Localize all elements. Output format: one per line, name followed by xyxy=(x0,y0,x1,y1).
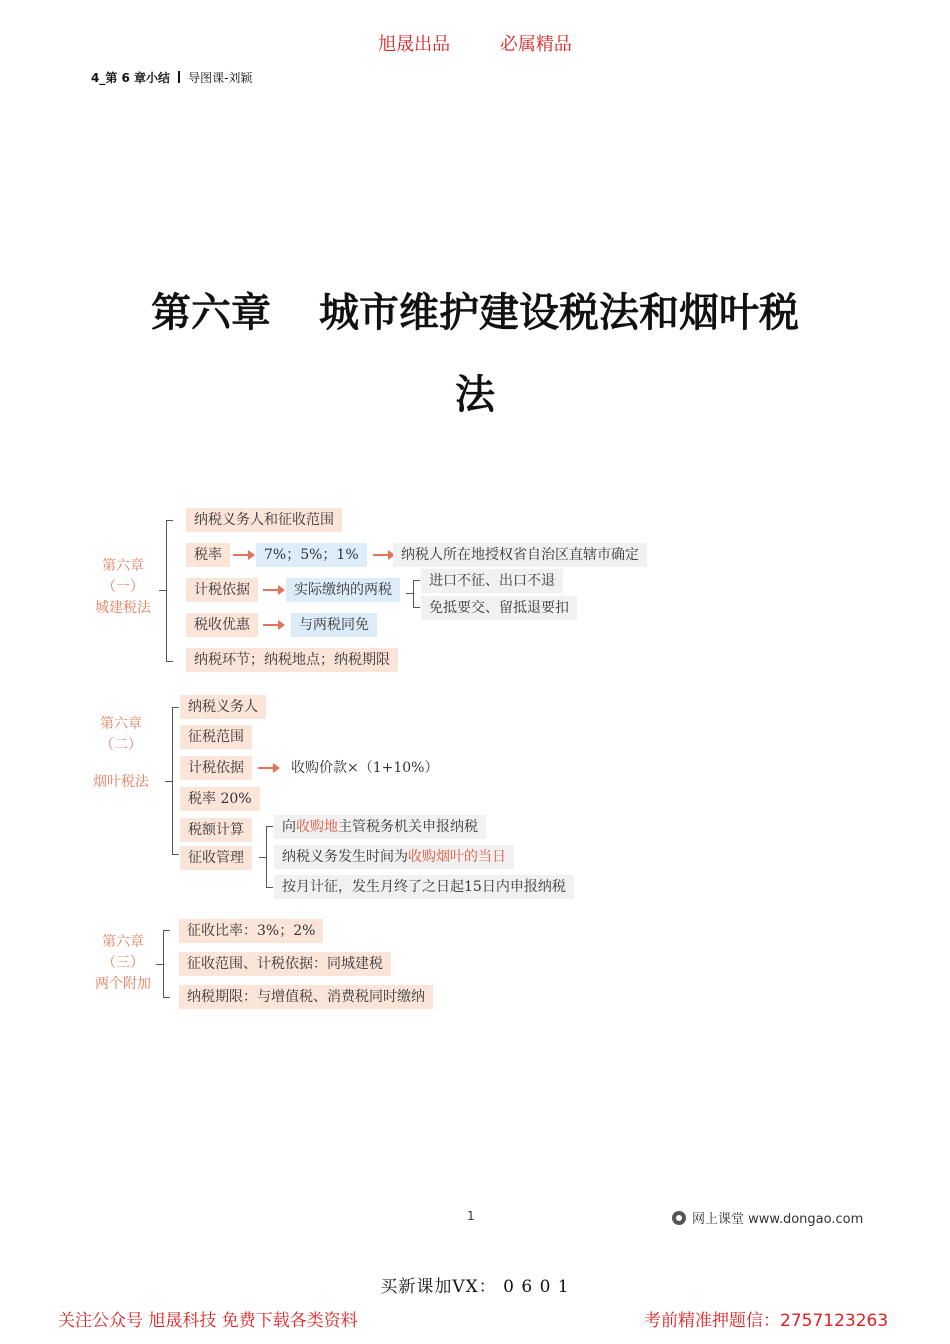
section3-brace xyxy=(163,930,164,998)
arrow-icon xyxy=(258,767,278,769)
node-tobacco-scope: 征税范围 xyxy=(180,725,252,749)
section3-label xyxy=(88,932,158,995)
banner-right: 必属精品 xyxy=(499,34,572,55)
running-header xyxy=(91,69,252,86)
node-tobacco-basis-formula: 收购价款×（1+10%） xyxy=(291,760,439,776)
node-surcharge-rate: 征收比率：3%；2% xyxy=(179,919,323,943)
node-tobacco-admin: 征收管理 xyxy=(180,846,252,870)
admin-sub-brace xyxy=(266,826,267,888)
admin-time-text: 纳税义务发生时间为 xyxy=(282,849,408,865)
basis-sub-brace xyxy=(413,580,414,608)
node-admin-time xyxy=(274,845,514,869)
section2-label-line: 第六章 xyxy=(100,716,142,732)
arrow-icon xyxy=(233,554,253,556)
section3-label-line: （三） xyxy=(102,955,144,971)
section2-label-line: （二） xyxy=(100,737,142,753)
admin-place-text: 向 xyxy=(282,819,296,835)
node-admin-period: 按月计征，发生月终了之日起15日内申报纳税 xyxy=(274,875,574,899)
title-main: 城市维护建设税法和烟叶税 xyxy=(319,289,799,336)
title-chapter-number: 第六章 xyxy=(151,289,271,336)
banner-left: 旭晟出品 xyxy=(378,34,451,55)
section3-label-line: 第六章 xyxy=(102,934,144,950)
section3-label-line: 两个附加 xyxy=(95,976,151,992)
dongao-logo-icon xyxy=(672,1211,686,1225)
node-tax-basis: 计税依据 xyxy=(186,578,258,602)
page-number: 1 xyxy=(467,1209,475,1223)
footer-brand xyxy=(672,1208,863,1227)
node-surcharge-period: 纳税期限：与增值税、消费税同时缴纳 xyxy=(179,985,433,1009)
section2-label xyxy=(88,714,154,793)
node-tobacco-taxpayer: 纳税义务人 xyxy=(180,695,266,719)
node-tobacco-basis: 计税依据 xyxy=(180,756,252,780)
node-tax-link-place-period: 纳税环节；纳税地点；纳税期限 xyxy=(186,648,398,672)
node-tobacco-calc: 税额计算 xyxy=(180,818,252,842)
footer-brand-text: 网上课堂 www.dongao.com xyxy=(692,1212,864,1227)
node-tax-rate-values: 7%；5%；1% xyxy=(256,543,367,567)
arrow-icon xyxy=(373,554,393,556)
node-surcharge-scope-basis: 征收范围、计税依据：同城建税 xyxy=(179,952,391,976)
header-separator xyxy=(178,71,180,83)
section1-label-line: 第六章 xyxy=(102,558,144,574)
title-line-1 xyxy=(0,272,950,354)
admin-place-highlight: 收购地 xyxy=(296,819,338,835)
arrow-icon xyxy=(263,589,283,591)
section1-label-line: 城建税法 xyxy=(95,600,151,616)
section1-label-line: （一） xyxy=(102,579,144,595)
node-tax-rate: 税率 xyxy=(186,543,230,567)
node-tax-basis-value: 实际缴纳的两税 xyxy=(286,578,400,602)
section2-brace xyxy=(172,707,173,855)
node-tax-incentive: 税收优惠 xyxy=(186,613,258,637)
node-import-export: 进口不征、出口不退 xyxy=(421,569,563,593)
node-tobacco-rate: 税率 20% xyxy=(180,787,260,811)
bottom-promo-right: 考前精准押题信：2757123263 xyxy=(644,1311,889,1331)
admin-place-text: 主管税务机关申报纳税 xyxy=(338,819,478,835)
section1-brace xyxy=(166,520,167,662)
node-tax-rate-note: 纳税人所在地授权省自治区直辖市确定 xyxy=(393,543,647,567)
header-chapter: 4_第 6 章小结 xyxy=(91,71,171,85)
section2-label-line: 烟叶税法 xyxy=(93,774,149,790)
chapter-title xyxy=(0,272,950,436)
arrow-icon xyxy=(263,624,283,626)
section1-label xyxy=(88,556,158,619)
header-course: 导图课-刘颖 xyxy=(188,71,253,85)
wechat-line: 买新课加VX： 0 6 0 1 xyxy=(380,1277,570,1297)
title-line-2: 法 xyxy=(455,371,495,418)
node-tax-incentive-value: 与两税同免 xyxy=(291,613,377,637)
node-taxpayer-scope: 纳税义务人和征收范围 xyxy=(186,508,342,532)
bottom-promo-left: 关注公众号 旭晟科技 免费下载各类资料 xyxy=(58,1311,358,1331)
node-admin-place xyxy=(274,815,486,839)
admin-time-highlight: 收购烟叶的当日 xyxy=(408,849,506,865)
top-banner xyxy=(0,30,950,56)
node-credit-refund: 免抵要交、留抵退要扣 xyxy=(421,596,577,620)
